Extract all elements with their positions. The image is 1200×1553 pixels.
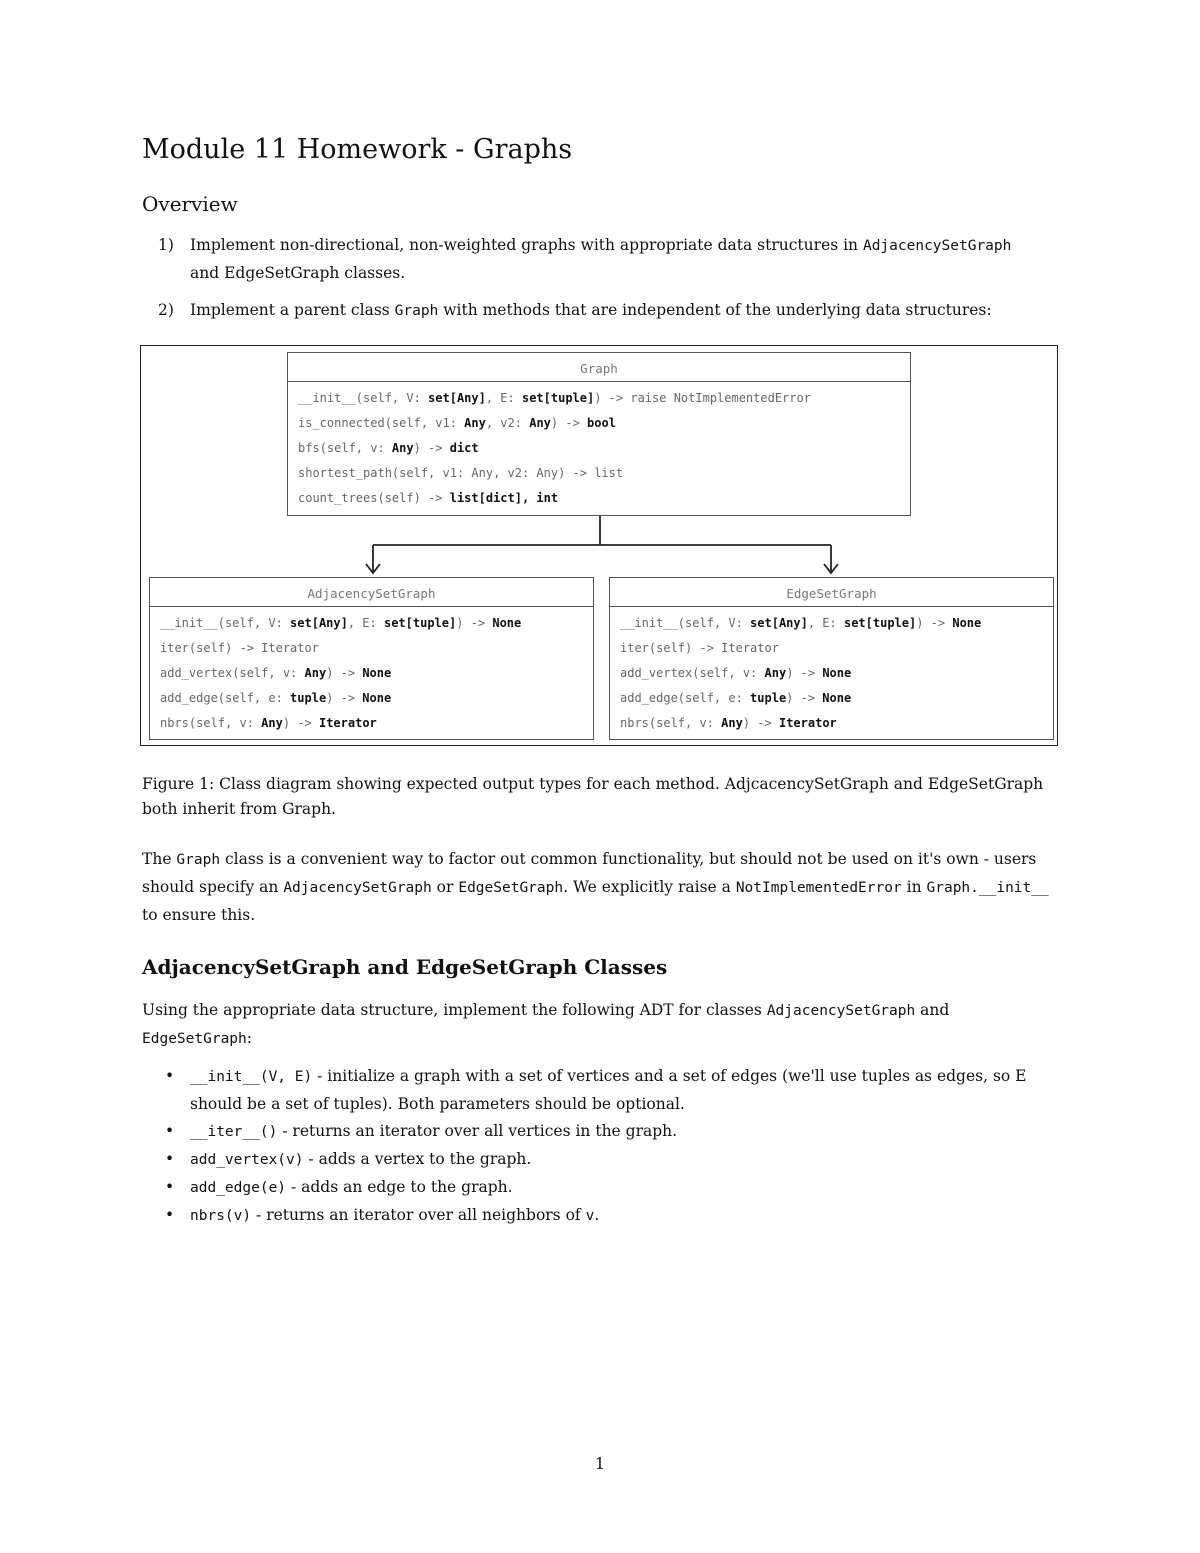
overview-item-1 (158, 232, 1068, 288)
type-annotation: tuple (750, 691, 787, 705)
type-annotation: Iterator (778, 716, 837, 730)
type-annotation: tuple (290, 691, 327, 705)
method-signature (620, 711, 1043, 736)
signature-text: iter(self) -> Iterator (160, 641, 319, 655)
type-annotation: dict (449, 441, 479, 455)
para-text: The (142, 850, 177, 868)
list-item (165, 1202, 1065, 1230)
code-adjacencysetgraph: AdjacencySetGraph (862, 238, 1012, 254)
method-signature (620, 686, 1043, 711)
bullet-icon: • (165, 1067, 175, 1085)
figure-caption: Figure 1: Class diagram showing expected output types for each method. AdjcacencySetGraph and EdgeSetGraph both inherit from Graph. (142, 775, 1044, 818)
para-text: to ensure this. (142, 906, 256, 924)
code-graph: Graph (176, 852, 221, 868)
method-signature (298, 486, 900, 511)
method-signature (298, 436, 900, 461)
signature-text: ) -> (326, 691, 363, 705)
page-number: 1 (594, 1454, 606, 1473)
list-item (165, 1063, 1065, 1118)
method-signature (620, 661, 1043, 686)
signature-text: iter(self) -> Iterator (620, 641, 779, 655)
method-code: v (585, 1208, 595, 1224)
signature-text: , E: (485, 391, 522, 405)
edgesetgraph-class-box (609, 577, 1054, 740)
signature-text: count_trees(self) -> (298, 491, 450, 505)
method-code: add_edge(e) (190, 1180, 287, 1196)
list-item (165, 1174, 1065, 1202)
signature-text: is_connected(self, v1: (298, 416, 465, 430)
signature-text: add_vertex(self, v: (160, 666, 305, 680)
type-annotation: Iterator (318, 716, 377, 730)
method-signature (160, 636, 583, 661)
signature-text: add_edge(self, e: (620, 691, 751, 705)
type-annotation: Any (261, 716, 283, 730)
document-title: Module 11 Homework - Graphs (142, 134, 573, 165)
overview-item-2 (158, 297, 1068, 325)
type-annotation: None (952, 616, 982, 630)
item-number: 1) (158, 236, 174, 254)
list-item (165, 1118, 1065, 1146)
para-text: . We explicitly raise a (563, 878, 736, 896)
edgesetgraph-class-name: EdgeSetGraph (610, 578, 1053, 607)
signature-text: ) -> (413, 441, 450, 455)
signature-text: __init__(self, V: (160, 616, 291, 630)
method-code: __iter__() (190, 1124, 278, 1140)
section-intro (142, 997, 1062, 1053)
type-annotation: set[Any] (428, 391, 486, 405)
code-graph: Graph (394, 303, 439, 319)
signature-text: ) -> (326, 666, 363, 680)
type-annotation: set[tuple] (521, 391, 595, 405)
type-annotation: Any (464, 416, 486, 430)
signature-text: ) -> (550, 416, 588, 430)
method-description: - returns an iterator over all neighbors of (251, 1206, 586, 1224)
signature-text: shortest_path(self, v1: Any, v2: Any) -> list (298, 466, 624, 480)
method-description: - initialize a graph with a set of vertices and a set of edges (we'll use tuples as edges, so E should be a set of tuples). Both parameters should be optional. (190, 1067, 1027, 1113)
type-annotation: None (822, 691, 852, 705)
type-annotation: Any (391, 441, 414, 455)
signature-text: __init__(self, V: (298, 391, 429, 405)
adjacencysetgraph-class-box (149, 577, 594, 740)
bullet-icon: • (165, 1150, 175, 1168)
type-annotation: None (822, 666, 852, 680)
adt-method-list (165, 1063, 1065, 1230)
method-description: - adds a vertex to the graph. (303, 1150, 532, 1168)
bullet-icon: • (165, 1178, 175, 1196)
type-annotation: Any (764, 666, 787, 680)
graph-description-paragraph (142, 846, 1062, 929)
item-text: Implement a parent class (190, 301, 395, 319)
type-annotation: set[tuple] (383, 616, 457, 630)
para-text: class is a convenient way to factor out common functionality, but should not be used on it's own - users should specify an (142, 850, 1037, 896)
section-heading: AdjacencySetGraph and EdgeSetGraph Classes (142, 955, 668, 979)
method-signature (160, 711, 583, 736)
type-annotation: Any (721, 716, 743, 730)
method-signature (620, 611, 1043, 636)
code-adjacencysetgraph: AdjacencySetGraph (766, 1003, 916, 1019)
type-annotation: list[dict], int (449, 491, 559, 505)
signature-text: , E: (347, 616, 384, 630)
intro-text: : (246, 1029, 252, 1047)
method-code: __init__(V, E) (190, 1069, 313, 1085)
signature-text: add_edge(self, e: (160, 691, 291, 705)
signature-text: ) -> (742, 716, 779, 730)
method-code: nbrs(v) (190, 1208, 252, 1224)
signature-text: ) -> (282, 716, 319, 730)
class-diagram (140, 345, 1058, 746)
method-description: . (594, 1206, 600, 1224)
item-number: 2) (158, 301, 174, 319)
code-edgesetgraph: EdgeSetGraph (458, 880, 564, 896)
type-annotation: set[tuple] (843, 616, 917, 630)
signature-text: add_vertex(self, v: (620, 666, 765, 680)
para-text: in (901, 878, 927, 896)
item-text: Implement non-directional, non-weighted graphs with appropriate data structures in (190, 236, 863, 254)
signature-text: ) -> raise NotImplementedError (594, 391, 811, 405)
method-description: - returns an iterator over all vertices in the graph. (277, 1122, 678, 1140)
signature-text: ) -> (456, 616, 493, 630)
item-text: and (190, 264, 225, 282)
type-annotation: None (362, 666, 392, 680)
signature-text: ) -> (916, 616, 953, 630)
code-notimplementederror: NotImplementedError (735, 880, 902, 896)
signature-text: , v2: (485, 416, 530, 430)
signature-text: bfs(self, v: (298, 441, 392, 455)
code-graph-init: Graph.__init__ (926, 880, 1049, 896)
list-item (165, 1146, 1065, 1174)
code-adjacencysetgraph: AdjacencySetGraph (283, 880, 432, 896)
bullet-icon: • (165, 1122, 175, 1140)
type-annotation: Any (304, 666, 327, 680)
method-signature (160, 611, 583, 636)
bullet-icon: • (165, 1206, 175, 1224)
para-text: or (431, 878, 459, 896)
graph-class-name: Graph (288, 353, 910, 382)
type-annotation: None (362, 691, 392, 705)
method-signature (298, 411, 900, 436)
intro-text: and (915, 1001, 950, 1019)
adjacencysetgraph-class-name: AdjacencySetGraph (150, 578, 593, 607)
method-signature (620, 636, 1043, 661)
signature-text: nbrs(self, v: (620, 716, 722, 730)
code-edgesetgraph: EdgeSetGraph (224, 264, 340, 282)
type-annotation: set[Any] (750, 616, 808, 630)
intro-text: Using the appropriate data structure, implement the following ADT for classes (142, 1001, 767, 1019)
method-signature (160, 686, 583, 711)
overview-heading: Overview (142, 192, 238, 216)
method-signature (160, 661, 583, 686)
method-code: add_vertex(v) (190, 1152, 304, 1168)
code-edgesetgraph: EdgeSetGraph (142, 1031, 247, 1047)
signature-text: ) -> (786, 691, 823, 705)
signature-text: ) -> (786, 666, 823, 680)
type-annotation: bool (587, 416, 616, 430)
type-annotation: set[Any] (290, 616, 348, 630)
signature-text: nbrs(self, v: (160, 716, 262, 730)
method-signature (298, 461, 900, 486)
graph-class-box (287, 352, 911, 516)
type-annotation: None (492, 616, 522, 630)
item-text: with methods that are independent of the underlying data structures: (438, 301, 992, 319)
type-annotation: Any (529, 416, 551, 430)
signature-text: , E: (807, 616, 844, 630)
method-signature (298, 386, 900, 411)
method-description: - adds an edge to the graph. (286, 1178, 513, 1196)
signature-text: __init__(self, V: (620, 616, 751, 630)
item-text: classes. (339, 264, 406, 282)
